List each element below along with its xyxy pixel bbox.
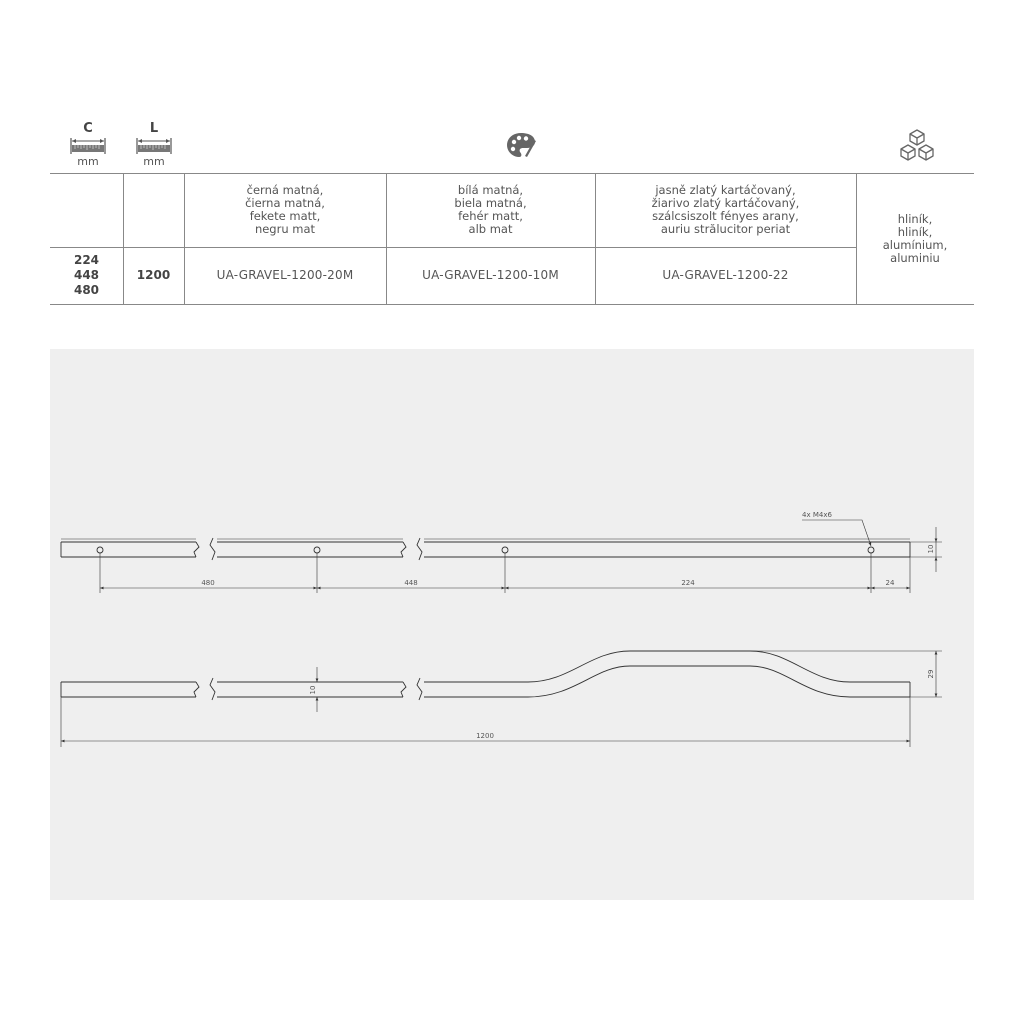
c-letter: C [83, 121, 93, 136]
thread-label: 4x M4x6 [802, 511, 832, 519]
code-white: UA-GRAVEL-1200-10M [422, 268, 559, 282]
finish-name-black: černá matná, čierna matná, fekete matt, negru mat [245, 183, 325, 236]
mount-hole [97, 547, 103, 553]
dim-top-height: 10 [927, 544, 935, 554]
c-unit: mm [77, 155, 99, 168]
mount-hole [868, 547, 874, 553]
finish-name-white: bílá matná, biela matná, fehér matt, alb mat [454, 183, 527, 236]
cubes-icon [898, 128, 936, 162]
finish-name-gold: jasně zlatý kartáčovaný, žiarivo zlatý kartáčovaný, szálcsiszolt fényes arany, auriu strălucitor periat [651, 183, 800, 236]
material: hliník, hliník, alumínium, aluminiu [882, 211, 948, 265]
dim-448: 448 [404, 579, 418, 587]
side-view [61, 651, 910, 700]
dim-side-height: 29 [927, 669, 935, 679]
mount-hole [314, 547, 320, 553]
dim-480: 480 [201, 579, 215, 587]
table-mid-rule [50, 247, 856, 248]
code-black: UA-GRAVEL-1200-20M [216, 268, 354, 282]
code-gold: UA-GRAVEL-1200-22 [662, 268, 789, 282]
top-view [61, 538, 910, 560]
dim-total-length: 1200 [476, 732, 494, 740]
ruler-l-icon [136, 136, 172, 156]
dim-side-thickness: 10 [309, 685, 317, 695]
dim-24: 24 [885, 579, 895, 587]
drawing-svg [50, 349, 974, 900]
c-values: 224 448 480 [73, 253, 100, 297]
l-unit: mm [143, 155, 165, 168]
table-top-rule [50, 173, 974, 174]
mount-hole [502, 547, 508, 553]
technical-drawing [50, 349, 974, 900]
l-value: 1200 [136, 268, 171, 282]
ruler-c-icon [70, 136, 106, 156]
table-bottom-rule [50, 304, 974, 305]
palette-icon [505, 130, 537, 160]
dim-224: 224 [681, 579, 695, 587]
l-letter: L [149, 121, 159, 136]
